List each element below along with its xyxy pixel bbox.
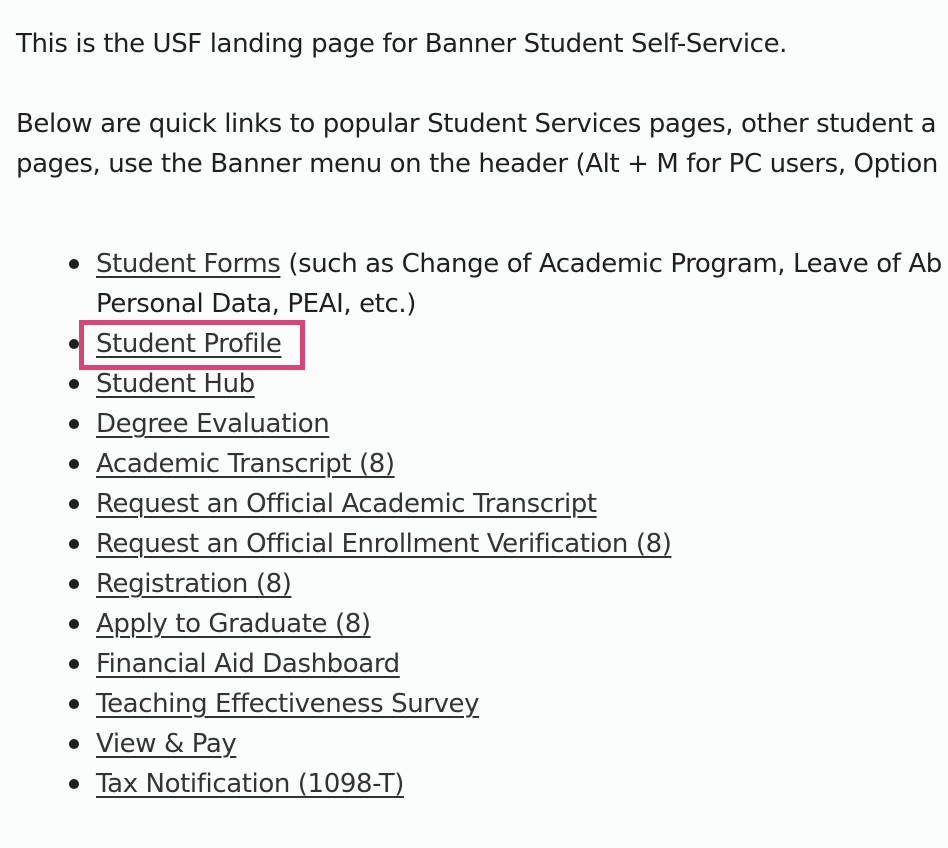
student-forms-note: (such as Change of Academic Program, Leave of Ab bbox=[280, 249, 942, 279]
enrollment-verification-link[interactable]: Request an Official Enrollment Verification (8) bbox=[96, 529, 672, 559]
list-item-financial-aid bbox=[96, 644, 948, 684]
list-item-academic-transcript bbox=[96, 444, 948, 484]
list-item-tax-notification bbox=[96, 764, 948, 804]
list-item-degree-evaluation bbox=[96, 404, 948, 444]
description-line-1: Below are quick links to popular Student Services pages, other student a bbox=[16, 109, 937, 139]
tax-notification-link[interactable]: Tax Notification (1098-T) bbox=[96, 769, 404, 799]
list-item-student-forms bbox=[96, 244, 948, 324]
student-hub-link[interactable]: Student Hub bbox=[96, 369, 255, 399]
list-item-enrollment-verification bbox=[96, 524, 948, 564]
degree-evaluation-link[interactable]: Degree Evaluation bbox=[96, 409, 330, 439]
description-text bbox=[16, 104, 948, 184]
view-and-pay-link[interactable]: View & Pay bbox=[96, 729, 237, 759]
list-item-view-pay bbox=[96, 724, 948, 764]
student-profile-link[interactable]: Student Profile bbox=[96, 329, 282, 359]
list-item-student-hub bbox=[96, 364, 948, 404]
student-forms-link[interactable]: Student Forms bbox=[96, 249, 281, 279]
list-item-student-profile bbox=[96, 324, 948, 364]
registration-link[interactable]: Registration (8) bbox=[96, 569, 292, 599]
quick-links-list bbox=[16, 244, 948, 804]
intro-text: This is the USF landing page for Banner Student Self-Service. bbox=[16, 29, 788, 59]
student-forms-note-cont: Personal Data, PEAI, etc.) bbox=[96, 289, 416, 319]
main-content bbox=[16, 24, 948, 804]
academic-transcript-link[interactable]: Academic Transcript (8) bbox=[96, 449, 395, 479]
list-item-registration bbox=[96, 564, 948, 604]
list-item-teaching-survey bbox=[96, 684, 948, 724]
list-item-request-transcript bbox=[96, 484, 948, 524]
description-line-2: pages, use the Banner menu on the header (Alt + M for PC users, Option bbox=[16, 149, 938, 179]
financial-aid-dashboard-link[interactable]: Financial Aid Dashboard bbox=[96, 649, 400, 679]
request-transcript-link[interactable]: Request an Official Academic Transcript bbox=[96, 489, 597, 519]
teaching-effectiveness-survey-link[interactable]: Teaching Effectiveness Survey bbox=[96, 689, 480, 719]
list-item-apply-to-graduate bbox=[96, 604, 948, 644]
apply-to-graduate-link[interactable]: Apply to Graduate (8) bbox=[96, 609, 371, 639]
